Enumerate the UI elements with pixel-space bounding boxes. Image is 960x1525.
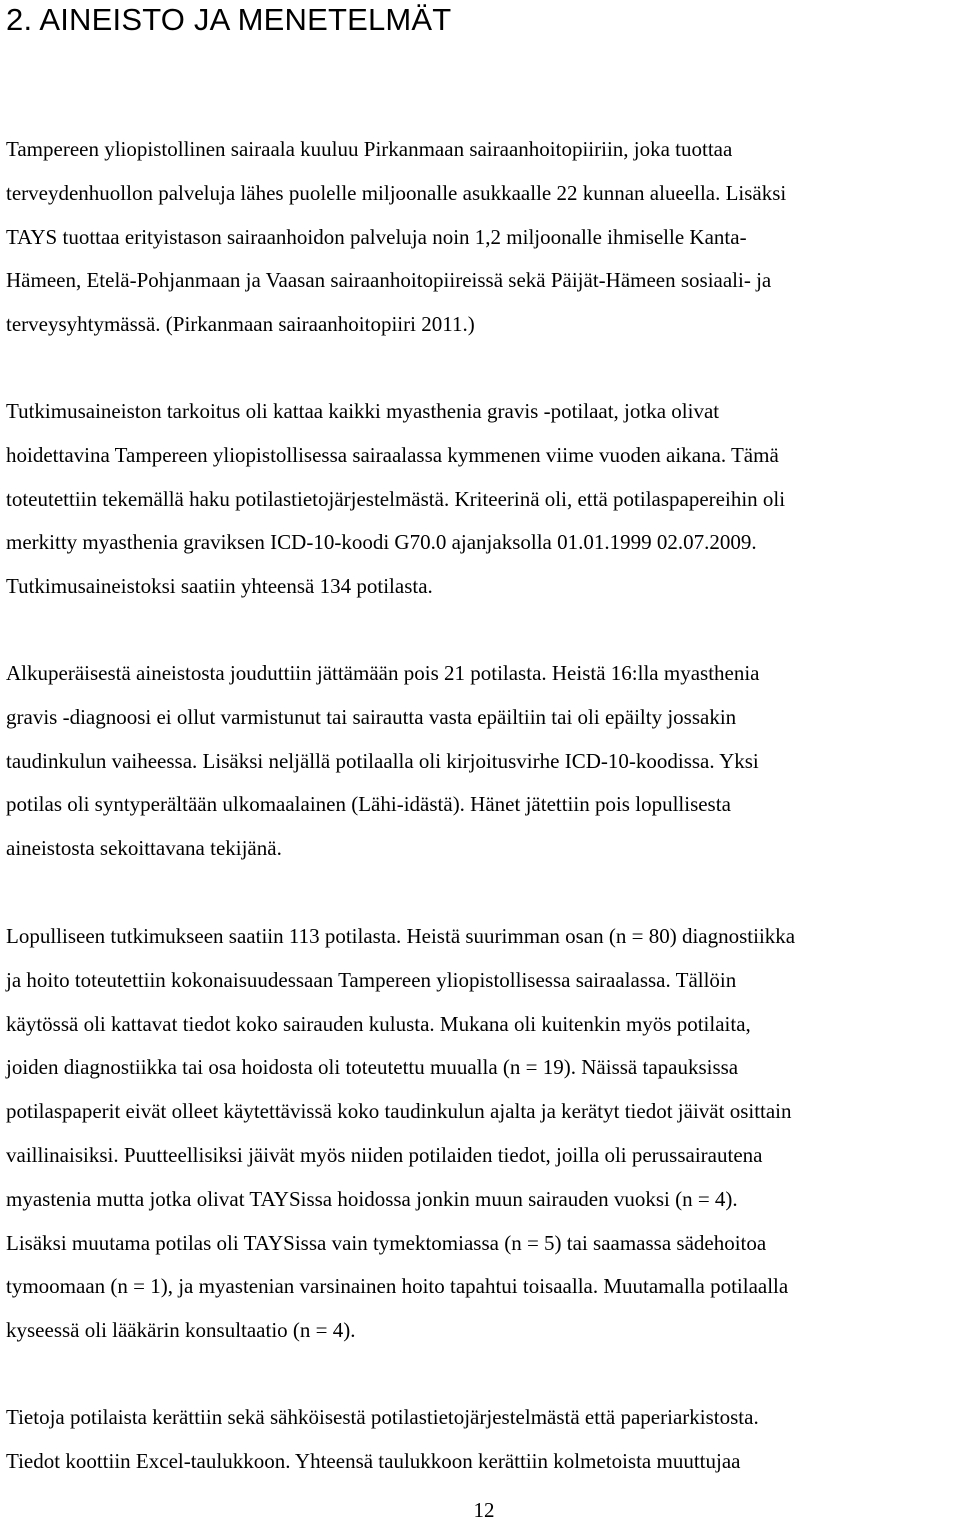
text-line: joiden diagnostiikka tai osa hoidosta oli toteutettu muualla (n = 19). Näissä tapauksissa [6,1055,739,1080]
text-line: Tampereen yliopistollinen sairaala kuuluu Pirkanmaan sairaanhoitopiiriin, joka tuottaa [6,137,733,161]
text-line: terveysyhtymässä. (Pirkanmaan sairaanhoitopiiri 2011.) [6,312,475,337]
text-line: Alkuperäisestä aineistosta jouduttiin jättämään pois 21 potilasta. Heistä 16:lla myasthenia [6,661,760,685]
text-line: hoidettavina Tampereen yliopistollisessa sairaalassa kymmenen viime vuoden aikana. Tämä [6,442,779,467]
text-line: Lopulliseen tutkimukseen saatiin 113 potilasta. Heistä suurimman osan (n = 80) diagnostiikka [6,924,796,948]
text-line: toteutettiin tekemällä haku potilastietojärjestelmästä. Kriteerinä oli, että potilaspapereihin oli [6,486,786,511]
paragraph-4 [6,915,956,1353]
text-line: merkitty myasthenia graviksen ICD-10-koodi G70.0 ajanjaksolla 01.01.1999 02.07.2009. [6,530,757,555]
text-line: Hämeen, Etelä-Pohjanmaan ja Vaasan sairaanhoitopiireissä sekä Päijät-Hämeen sosiaali- ja [6,268,772,293]
text-line: Tietoja potilaista kerättiin sekä sähköisestä potilastietojärjestelmästä että paperiarkistosta. [6,1405,759,1429]
page-number: 12 [473,1498,495,1522]
text-line: TAYS tuottaa erityistason sairaanhoidon palveluja noin 1,2 miljoonalle ihmiselle Kanta- [6,224,747,249]
text-line: ja hoito toteutettiin kokonaisuudessaan Tampereen yliopistollisessa sairaalassa. Tällöin [6,967,737,992]
text-line: myastenia mutta jotka olivat TAYSissa hoidossa jonkin muun sairauden vuoksi (n = 4). [6,1186,738,1211]
text-line: Tutkimusaineistoksi saatiin yhteensä 134 potilasta. [6,574,433,599]
text-line: potilas oli syntyperältään ulkomaalainen (Lähi-idästä). Hänet jätettiin pois lopullisesta [6,792,731,817]
paragraph-1 [6,128,956,347]
text-line: Lisäksi muutama potilas oli TAYSissa vain tymektomiassa (n = 5) tai saamassa sädehoitoa [6,1230,767,1255]
text-line: vaillinaisiksi. Puutteellisiksi jäivät myös niiden potilaiden tiedot, joilla oli perussairautena [6,1142,763,1167]
text-line: Tiedot koottiin Excel-taulukkoon. Yhteensä taulukkoon kerättiin kolmetoista muuttujaa [6,1448,741,1473]
section-heading: 2. AINEISTO JA MENETELMÄT [6,2,452,37]
text-line: terveydenhuollon palveluja lähes puolelle miljoonalle asukkaalle 22 kunnan alueella. Lisäksi [6,180,787,205]
text-line: potilaspaperit eivät olleet käytettävissä koko taudinkulun ajalta ja kerätyt tiedot jäivät osittain [6,1099,792,1124]
paragraph-3 [6,652,956,871]
text-line: Tutkimusaineiston tarkoitus oli kattaa kaikki myasthenia gravis -potilaat, jotka olivat [6,399,720,423]
text-line: kyseessä oli lääkärin konsultaatio (n = 4). [6,1318,356,1343]
text-line: tymoomaan (n = 1), ja myastenian varsinainen hoito tapahtui toisaalla. Muutamalla potilaalla [6,1274,789,1299]
paragraph-5 [6,1396,956,1484]
text-line: aineistosta sekoittavana tekijänä. [6,836,282,861]
text-line: gravis -diagnoosi ei ollut varmistunut tai sairautta vasta epäiltiin tai oli epäilty jossakin [6,704,737,729]
text-line: taudinkulun vaiheessa. Lisäksi neljällä potilaalla oli kirjoitusvirhe ICD-10-koodissa. Yksi [6,748,759,773]
paragraph-2 [6,390,956,609]
text-line: käytössä oli kattavat tiedot koko sairauden kulusta. Mukana oli kuitenkin myös potilaita, [6,1011,751,1036]
